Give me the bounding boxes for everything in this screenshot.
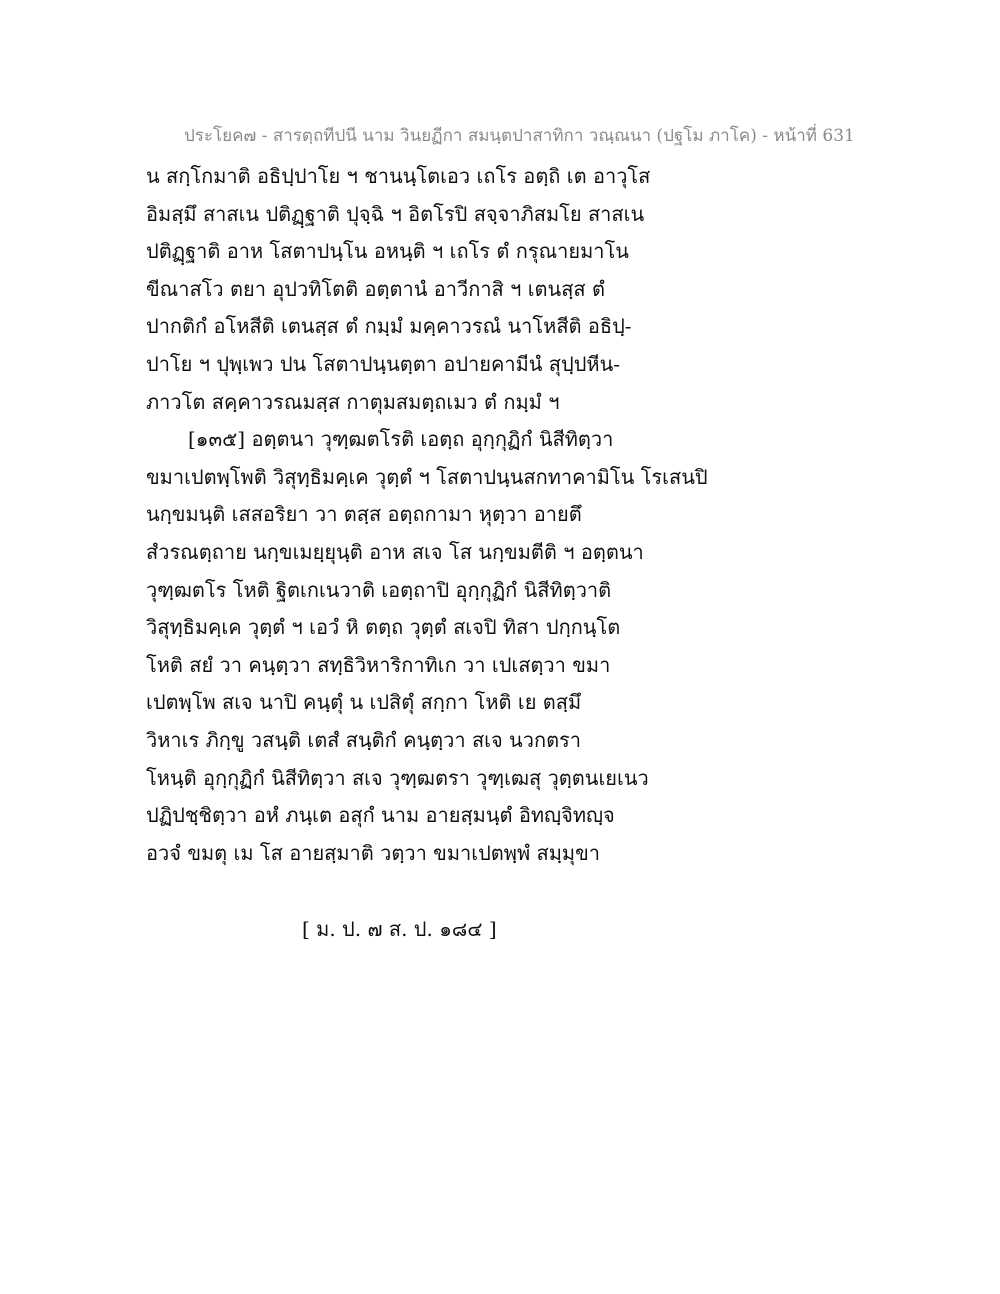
text-line: ปฏิปชฺชิตฺวา อหํ ภนฺเต อสุกํ นาม อายสฺมนฺตํ อิทญฺจิทญฺจ [146,803,615,828]
text-line: ปาโย ฯ ปุพฺเพว ปน โสตาปนฺนตฺตา อปายคามีนํ สุปฺปหีน- [146,351,621,376]
text-line: อวจํ ขมตุ เม โส อายสฺมาติ วตฺวา ขมาเปตพฺพํ สมฺมุขา [146,840,600,865]
text-line: น สกฺโกมาติ อธิปฺปาโย ฯ ชานนฺโตเอว เถโร อตฺถิ เต อาวุโส [146,164,651,188]
text-line: วิหาเร ภิกฺขู วสนฺติ เตสํ สนฺติกํ คนฺตฺวา สเจ นวกตรา [146,727,582,752]
text-line: วุฑฺฒตโร โหติ ฐิตเกเนวาติ เอตฺถาปิ อุกฺกุฏิกํ นิสีทิตฺวาติ [146,577,612,602]
text-line: ขมาเปตพฺโพติ วิสุทฺธิมคฺเค วุตฺตํ ฯ โสตาปนฺนสกทาคามิโน โรเสนปิ [146,464,708,489]
paragraph-start-line: [๑๓๕] อตฺตนา วุฑฺฒตโรติ เอตฺถ อุกฺกุฏิกํ นิสีทิตฺวา [188,427,614,452]
text-line: โหติ สยํ วา คนฺตฺวา สทฺธิวิหาริกาทิเก วา เปเสตฺวา ขมา [146,652,611,677]
body-text [146,158,846,872]
text-line: ขีณาสโว ตยา อุปวทิโตติ อตฺตานํ อาวีกาสิ ฯ เตนสฺส ตํ [146,276,605,301]
text-line: อิมสฺมึ สาสเน ปติฏฺฐาติ ปุจฺฉิ ฯ อิตโรปิ สจฺจาภิสมโย สาสเน [146,201,645,226]
text-line: ภาวโต สคฺคาวรณมสฺส กาตุมสมตฺถเมว ตํ กมฺมํ ฯ [146,389,560,414]
text-line: เปตพฺโพ สเจ นาปิ คนฺตุํ น เปสิตุํ สกฺกา โหติ เย ตสฺมึ [146,690,582,715]
page-citation: [ ม. ป. ๗ ส. ป. ๑๘๔ ] [302,917,497,941]
text-line: วิสุทฺธิมคฺเค วุตฺตํ ฯ เอวํ หิ ตตฺถ วุตฺตํ สเจปิ ทิสา ปกฺกนฺโต [146,615,621,640]
text-line: ปติฏฺฐาติ อาห โสตาปนฺโน อหนฺติ ฯ เถโร ตํ กรุณายมาโน [146,239,629,264]
running-header: ประโยค๗ - สารตฺถทีปนี นาม วินยฏีกา สมนฺตปาสาทิกา วณฺณนา (ปฐโม ภาโค) - หน้าที่ 631 [184,126,855,146]
text-line: สํวรณตฺถาย นกฺขเมยฺยุนฺติ อาห สเจ โส นกฺขมตีติ ฯ อตฺตนา [146,539,644,564]
text-line: นกฺขมนฺติ เสสอริยา วา ตสฺส อตฺถกามา หุตฺวา อายตึ [146,502,582,527]
text-line: โหนฺติ อุกฺกุฏิกํ นิสีทิตฺวา สเจ วุฑฺฒตรา วุฑฺเฒสุ วุตฺตนเยเนว [146,765,649,790]
text-line: ปากติกํ อโหสีติ เตนสฺส ตํ กมฺมํ มคฺคาวรณํ นาโหสีติ อธิปฺ- [146,314,632,339]
